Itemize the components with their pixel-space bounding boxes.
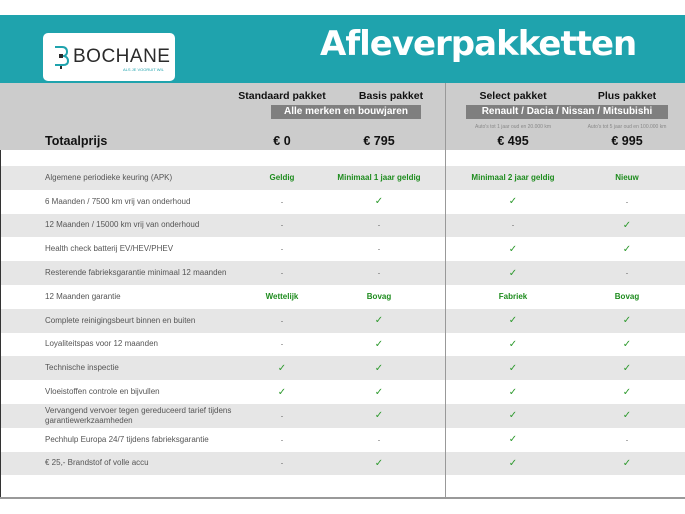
table-row (0, 309, 685, 333)
table-row (0, 428, 685, 452)
total-label: Totaalprijs (45, 134, 108, 148)
package-name: Standaard pakket (238, 90, 326, 102)
check-icon: ✓ (622, 362, 632, 374)
logo-mark-icon (53, 44, 71, 70)
table-row (0, 261, 685, 285)
feature-value: Minimaal 2 jaar geldig (471, 173, 555, 183)
feature-value: Wettelijk (265, 292, 299, 302)
check-icon: ✓ (508, 434, 518, 446)
check-icon: ✓ (622, 338, 632, 350)
check-icon: ✓ (508, 315, 518, 327)
dash-icon: · (280, 315, 284, 326)
check-icon: ✓ (622, 315, 632, 327)
header-banner (0, 15, 685, 83)
check-icon: ✓ (622, 410, 632, 422)
check-icon: ✓ (374, 410, 384, 422)
bochane-logo (43, 33, 175, 81)
check-icon: ✓ (277, 386, 287, 398)
dash-icon: · (280, 196, 284, 207)
table-row (0, 333, 685, 357)
check-icon: ✓ (622, 457, 632, 469)
feature-label: Complete reinigingsbeurt binnen en buiten (45, 315, 196, 325)
package-price: € 495 (497, 134, 529, 148)
check-icon: ✓ (508, 410, 518, 422)
feature-label: Pechhulp Europa 24/7 tijdens fabrieksgarantie (45, 434, 209, 444)
dash-icon: · (511, 220, 515, 231)
package-name: Plus pakket (597, 90, 657, 102)
feature-value: Nieuw (615, 173, 639, 183)
table-row (0, 356, 685, 380)
dash-icon: · (625, 434, 629, 445)
table-row (0, 214, 685, 238)
feature-label: Resterende fabrieksgarantie minimaal 12 maanden (45, 268, 227, 278)
check-icon: ✓ (508, 243, 518, 255)
feature-value: Bovag (614, 292, 640, 302)
feature-label: Algemene periodieke keuring (APK) (45, 172, 173, 182)
check-icon: ✓ (374, 386, 384, 398)
table-row (0, 190, 685, 214)
table-row (0, 404, 685, 428)
check-icon: ✓ (374, 315, 384, 327)
check-icon: ✓ (374, 338, 384, 350)
check-icon: ✓ (277, 362, 287, 374)
dash-icon: · (280, 434, 284, 445)
check-icon: ✓ (508, 362, 518, 374)
feature-label: 12 Maanden / 15000 km vrij van onderhoud (45, 220, 200, 230)
package-note: Auto's tot 5 jaar oud en 100.000 km (587, 124, 667, 130)
check-icon: ✓ (508, 386, 518, 398)
dash-icon: · (377, 220, 381, 231)
check-icon: ✓ (622, 243, 632, 255)
brand-banner-all: Alle merken en bouwjaren (271, 105, 421, 119)
feature-label: 12 Maanden garantie (45, 291, 121, 301)
feature-value: Minimaal 1 jaar geldig (337, 173, 421, 183)
check-icon: ✓ (622, 219, 632, 231)
feature-label: € 25,- Brandstof of volle accu (45, 458, 149, 468)
brand-banner-renault: Renault / Dacia / Nissan / Mitsubishi (466, 105, 668, 119)
dash-icon: · (280, 458, 284, 469)
table-row (0, 380, 685, 404)
check-icon: ✓ (508, 196, 518, 208)
package-name: Basis pakket (358, 90, 424, 102)
feature-label: Loyaliteitspas voor 12 maanden (45, 339, 158, 349)
check-icon: ✓ (508, 338, 518, 350)
left-border (0, 150, 1, 499)
logo-wordmark: BOCHANE (73, 46, 171, 67)
dash-icon: · (377, 268, 381, 279)
feature-value: Bovag (366, 292, 392, 302)
dash-icon: · (280, 244, 284, 255)
table-row (0, 452, 685, 476)
table-row (0, 285, 685, 309)
dash-icon: · (625, 196, 629, 207)
feature-label: Vervangend vervoer tegen gereduceerd tarief tijdens garantiewerkzaamheden (45, 405, 232, 425)
check-icon: ✓ (622, 386, 632, 398)
package-name: Select pakket (479, 90, 547, 102)
table-row (0, 166, 685, 190)
feature-label: 6 Maanden / 7500 km vrij van onderhoud (45, 196, 191, 206)
dash-icon: · (280, 339, 284, 350)
dash-icon: · (377, 434, 381, 445)
dash-icon: · (280, 220, 284, 231)
feature-table (0, 166, 685, 475)
check-icon: ✓ (374, 196, 384, 208)
feature-value: Geldig (269, 173, 295, 183)
dash-icon: · (280, 268, 284, 279)
dash-icon: · (377, 244, 381, 255)
check-icon: ✓ (374, 362, 384, 374)
column-divider (445, 83, 446, 499)
dash-icon: · (280, 410, 284, 421)
dash-icon: · (625, 268, 629, 279)
package-note: Auto's tot 1 jaar oud en 20.000 km (474, 124, 552, 130)
check-icon: ✓ (508, 267, 518, 279)
package-header (0, 83, 685, 150)
feature-label: Vloeistoffen controle en bijvullen (45, 387, 160, 397)
check-icon: ✓ (508, 457, 518, 469)
package-price: € 795 (363, 134, 395, 148)
check-icon: ✓ (374, 457, 384, 469)
logo-tagline: ALS JE VOORUIT WIL (123, 67, 164, 72)
package-price: € 995 (611, 134, 643, 148)
bottom-border (0, 497, 685, 499)
feature-label: Technische inspectie (45, 363, 119, 373)
table-row (0, 237, 685, 261)
page-title: Afleverpakketten (320, 24, 637, 64)
feature-label: Health check batterij EV/HEV/PHEV (45, 244, 174, 254)
package-price: € 0 (273, 134, 291, 148)
feature-value: Fabriek (498, 292, 528, 302)
